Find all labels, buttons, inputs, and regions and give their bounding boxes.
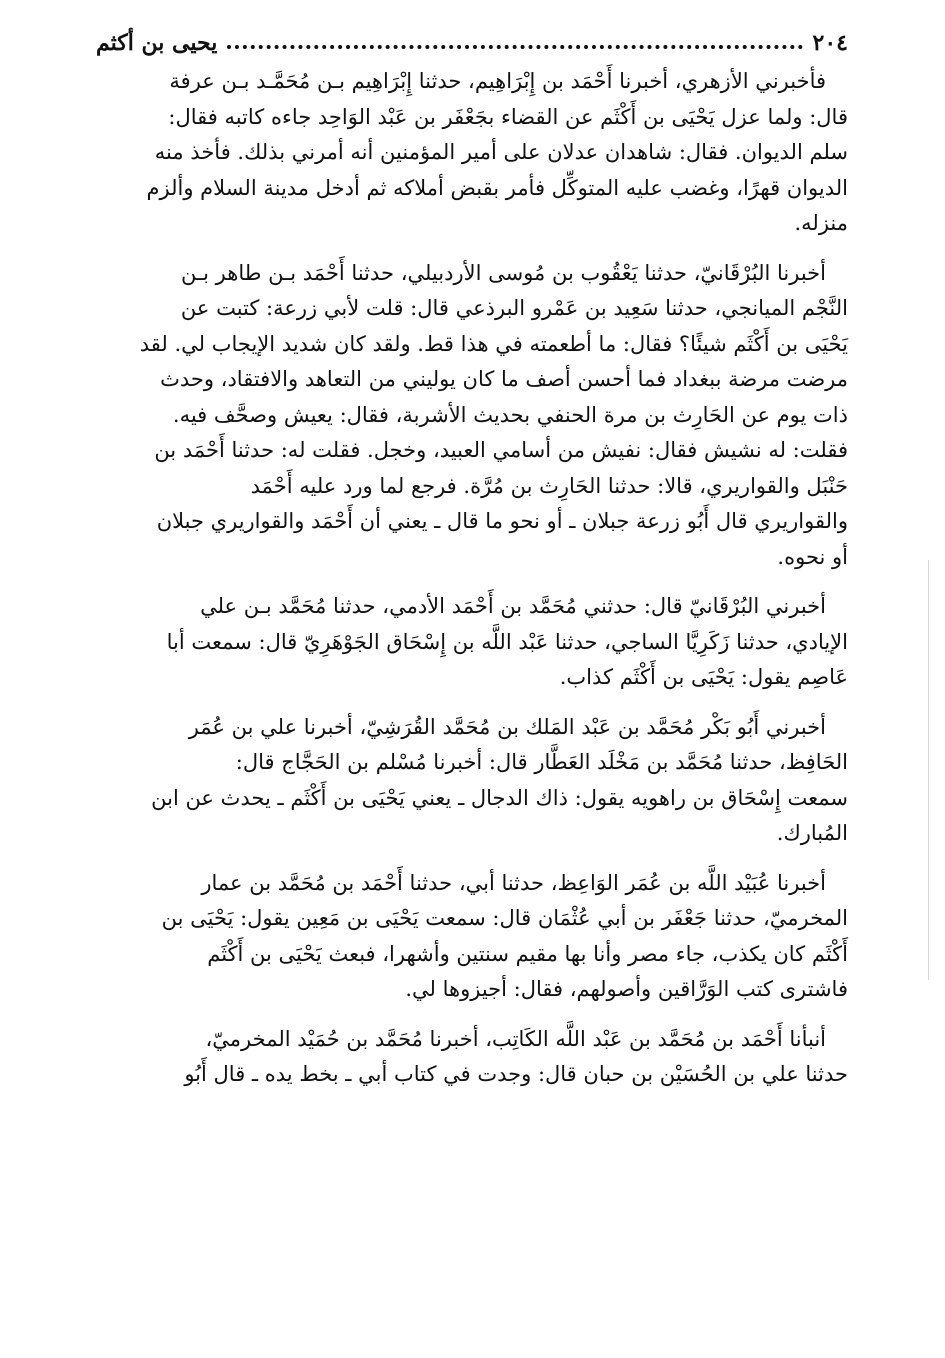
text-line: الحَافِظ، حدثنا مُحَمَّد بن مَخْلَد العَطَّار قال: أخبرنا مُسْلم بن الحَجَّاج قال:	[235, 750, 848, 774]
text-line: مرضت مرضة ببغداد فما أحسن أصف ما كان يوليني من التعاهد والافتقاد، وحدث	[160, 367, 848, 391]
text-line: منزله.	[794, 211, 848, 235]
text-line: أخبرني أَبُو بَكْر مُحَمَّد بن عَبْد المَلك بن مُحَمَّد القُرَشِيّ، أخبرنا علي بن عُمَر	[188, 714, 826, 739]
text-line: يَحْيَى بن أَكْثَم شيئًا؟ فقال: ما أطعمته في هذا قط. ولقد كان شديد الإيجاب لي. لقد	[139, 331, 848, 356]
text-line: حدثنا علي بن الحُسَيْن بن حبان قال: وجدت في كتاب أبي ـ بخط يده ـ قال أَبُو	[184, 1062, 848, 1086]
text-line: أو نحوه.	[777, 544, 848, 569]
text-line: أَكْثَم كان يكذب، جاء مصر وأنا بها مقيم سنتين وأشهرا، فبعث يَحْيَى بن أَكْثَم	[207, 941, 848, 966]
text-line: فاشترى كتب الوَرَّاقين وأصولهم، فقال: أجيزوها لي.	[405, 977, 848, 1001]
text-line: فأخبرني الأزهري، أخبرنا أَحْمَد بن إِبْرَاهِيم، حدثنا إِبْرَاهِيم بـن مُحَمَّـد بـن عرفة	[169, 69, 826, 93]
paragraph-5	[96, 866, 848, 1008]
paragraph-4	[96, 710, 848, 852]
text-line: الديوان قهرًا، وغضب عليه المتوكِّل فأمر بقبض أملاكه ثم أدخل مدينة السلام وألزم	[146, 175, 848, 200]
paragraph-6	[96, 1022, 848, 1093]
page-number: ٢٠٤	[812, 30, 848, 56]
paragraph-2	[96, 256, 848, 576]
running-title: يحيى بن أكثم	[96, 30, 218, 56]
text-line: ذات يوم عن الحَارِث بن مرة الحنفي بحديث الأشربة، فقال: يعيش وصحَّف فيه.	[172, 402, 848, 427]
text-line: المُبارك.	[776, 821, 848, 845]
text-line: حَنْبَل والقواريري، قالا: حدثنا الحَارِث بن مُرَّة. فرجع لما ورد عليه أَحْمَد	[250, 473, 848, 498]
text-line: سلم الديوان. فقال: شاهدان عدلان على أمير المؤمنين أنه أمرني بذلك. فأخذ منه	[154, 140, 848, 164]
paragraph-3	[96, 589, 848, 696]
body-text	[96, 64, 848, 1093]
text-line: المخرميّ، حدثنا جَعْفَر بن أبي عُثْمَان قال: سمعت يَحْيَى بن مَعِين يقول: يَحْيَى بن	[161, 906, 848, 930]
text-line: الإيادي، حدثنا زَكَرِيَّا الساجي، حدثنا عَبْد اللَّه بن إِسْحَاق الجَوْهَرِيّ قال: سمعت أبا	[166, 629, 848, 654]
dotted-leader	[227, 45, 802, 49]
running-header	[96, 20, 848, 56]
text-line: فقلت: له نشيش فقال: نفيش من أسامي العبيد، وخجل. فقلت له: حدثنا أَحْمَد بن	[154, 438, 848, 462]
paragraph-1	[96, 64, 848, 242]
text-line: أخبرنا عُبَيْد اللَّه بن عُمَر الوَاعِظ، حدثنا أبي، حدثنا أَحْمَد بن مُحَمَّد بن عمار	[201, 870, 826, 895]
text-line: أنبأنا أَحْمَد بن مُحَمَّد بن عَبْد اللَّه الكَاتِب، أخبرنا مُحَمَّد بن حُمَيْد المخرميّ،	[205, 1026, 826, 1051]
text-line: أخبرني البُرْقَانيّ قال: حدثني مُحَمَّد بن أَحْمَد الأدمي، حدثنا مُحَمَّد بـن علي	[200, 594, 826, 618]
text-line: عَاصِم يقول: يَحْيَى بن أَكْثَم كذاب.	[559, 665, 848, 689]
text-line: قال: ولما عزل يَحْيَى بن أَكْثَم عن القضاء بجَعْفَر بن عَبْد الوَاحِد جاءه كاتبه فقال:	[168, 104, 848, 129]
text-line: سمعت إِسْحَاق بن راهويه يقول: ذاك الدجال ـ يعني يَحْيَى بن أَكْثَم ـ يحدث عن ابن	[151, 785, 848, 810]
text-line: النَّجْم الميانجي، حدثنا سَعِيد بن عَمْرو البرذعي قال: قلت لأبي زرعة: كتبت عن	[180, 296, 848, 320]
text-line: والقواريري قال أَبُو زرعة جبلان ـ أو نحو ما قال ـ يعني أن أَحْمَد والقواريري جبلان	[156, 509, 848, 533]
text-line: أخبرنا البُرْقَانيّ، حدثنا يَعْقُوب بن مُوسى الأردبيلي، حدثنا أَحْمَد بـن طاهر بـن	[181, 260, 826, 285]
scan-edge-line	[928, 560, 929, 980]
